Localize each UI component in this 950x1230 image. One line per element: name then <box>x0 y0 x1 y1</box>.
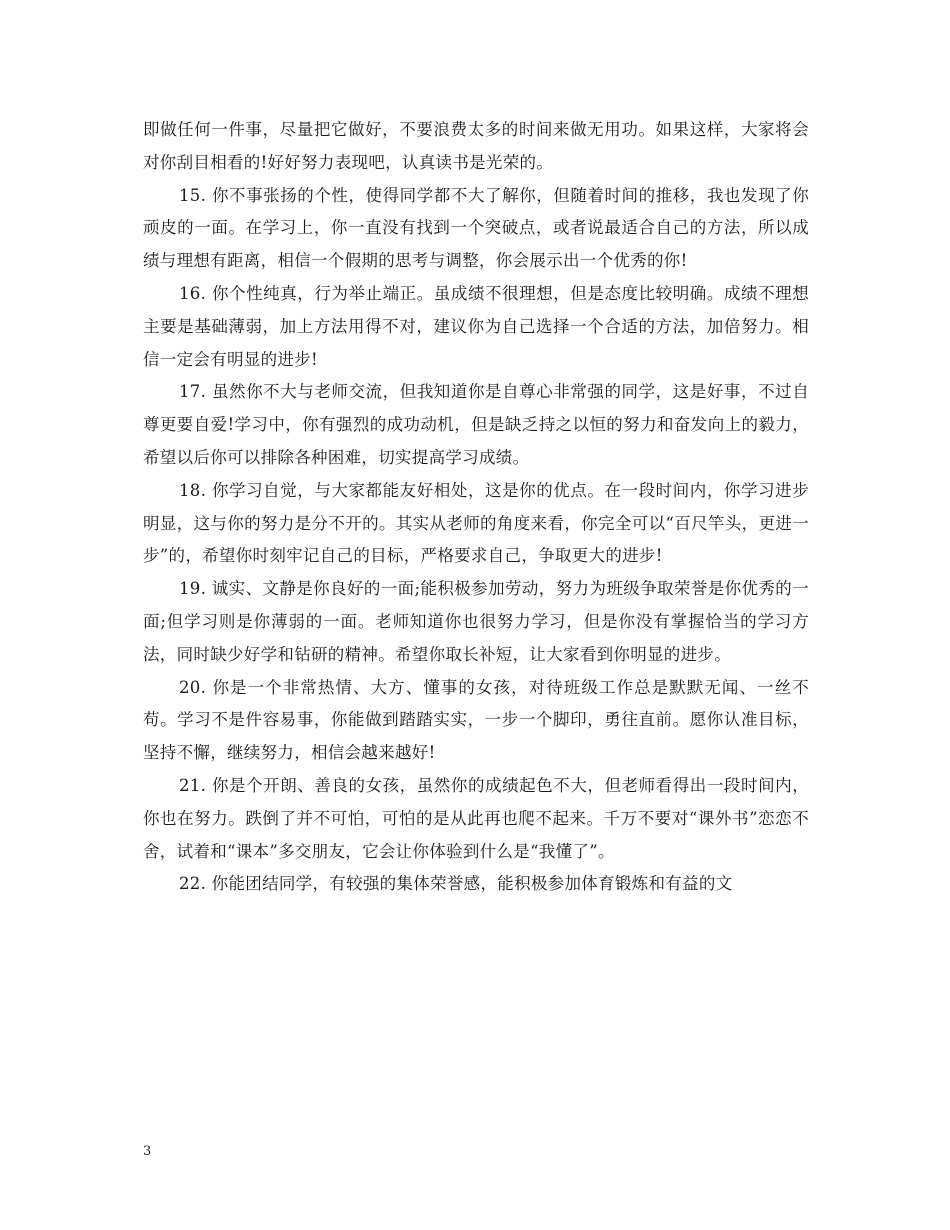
paragraph-continuation: 即做任何一件事，尽量把它做好，不要浪费太多的时间来做无用功。如果这样，大家将会对你刮目相看的!好好努力表现吧，认真读书是光荣的。 <box>143 120 809 172</box>
paragraph-item-22: 22. 你能团结同学，有较强的集体荣誉感，能积极参加体育锻炼和有益的文 <box>179 874 733 894</box>
body-text <box>143 114 809 901</box>
paragraph-item-15: 15. 你不事张扬的个性，使得同学都不大了解你，但随着时间的推移，我也发现了你顽皮的一面。在学习上，你一直没有找到一个突破点，或者说最适合自己的方法，所以成绩与理想有距离，相信一个假期的思考与调整，你会展示出一个优秀的你! <box>143 185 809 271</box>
paragraph-item-21: 21. 你是个开朗、善良的女孩，虽然你的成绩起色不大，但老师看得出一段时间内，你也在努力。跌倒了并不可怕，可怕的是从此再也爬不起来。千万不要对“课外书”恋恋不舍，试着和“课本”多交朋友，它会让你体验到什么是“我懂了”。 <box>143 775 809 861</box>
paragraph-item-18: 18. 你学习自觉，与大家都能友好相处，这是你的优点。在一段时间内，你学习进步明显，这与你的努力是分不开的。其实从老师的角度来看，你完全可以“百尺竿头，更进一步”的，希望你时刻牢记自己的目标，严格要求自己，争取更大的进步! <box>143 480 809 566</box>
paragraph-item-17: 17. 虽然你不大与老师交流，但我知道你是自尊心非常强的同学，这是好事，不过自尊更要自爱!学习中，你有强烈的成功动机，但是缺乏持之以恒的努力和奋发向上的毅力，希望以后你可以排除各种困难，切实提高学习成绩。 <box>143 382 809 467</box>
paragraph-item-16: 16. 你个性纯真，行为举止端正。虽成绩不很理想，但是态度比较明确。成绩不理想主要是基础薄弱，加上方法用得不对，建议你为自己选择一个合适的方法，加倍努力。相信一定会有明显的进步! <box>143 283 809 369</box>
page-number: 3 <box>143 1144 152 1159</box>
paragraph-item-20: 20. 你是一个非常热情、大方、懂事的女孩，对待班级工作总是默默无闻、一丝不苟。学习不是件容易事，你能做到踏踏实实，一步一个脚印，勇往直前。愿你认准目标，坚持不懈，继续努力，相信会越来越好! <box>143 677 809 763</box>
paragraph-item-19: 19. 诚实、文静是你良好的一面;能积极参加劳动，努力为班级争取荣誉是你优秀的一面;但学习则是你薄弱的一面。老师知道你也很努力学习，但是你没有掌握恰当的学习方法，同时缺少好学和钻研的精神。希望你取长补短，让大家看到你明显的进步。 <box>143 579 809 664</box>
